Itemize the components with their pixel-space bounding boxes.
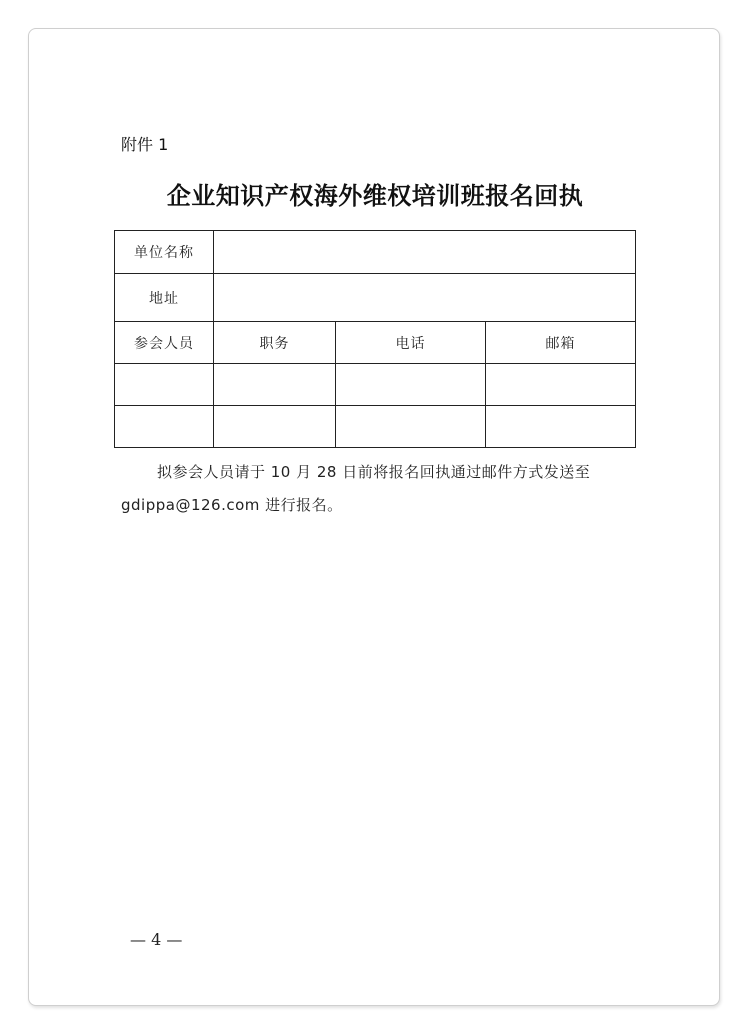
phone-cell[interactable] xyxy=(336,364,486,406)
table-row xyxy=(115,406,636,448)
unit-name-field[interactable] xyxy=(214,231,636,274)
column-header-email: 邮箱 xyxy=(486,322,636,364)
notice-text-1: 拟参会人员请于 10 月 28 日前将报名回执通过邮件方式发送至 xyxy=(157,463,591,481)
position-cell[interactable] xyxy=(214,406,336,448)
notice-line-1 xyxy=(121,456,661,489)
table-header-row xyxy=(115,322,636,364)
registration-form-table xyxy=(114,230,636,448)
table-row xyxy=(115,364,636,406)
submission-notice xyxy=(121,456,661,522)
email-cell[interactable] xyxy=(486,406,636,448)
column-header-phone: 电话 xyxy=(336,322,486,364)
page-number: — 4 — xyxy=(130,930,183,949)
column-header-attendee: 参会人员 xyxy=(115,322,214,364)
notice-line-2: gdippa@126.com 进行报名。 xyxy=(121,496,343,514)
column-header-position: 职务 xyxy=(214,322,336,364)
phone-cell[interactable] xyxy=(336,406,486,448)
attendee-cell[interactable] xyxy=(115,406,214,448)
table-row-unit-name xyxy=(115,231,636,274)
address-field[interactable] xyxy=(214,274,636,322)
address-label: 地址 xyxy=(115,274,214,322)
unit-name-label: 单位名称 xyxy=(115,231,214,274)
table-row-address xyxy=(115,274,636,322)
email-cell[interactable] xyxy=(486,364,636,406)
position-cell[interactable] xyxy=(214,364,336,406)
attachment-label: 附件 1 xyxy=(121,135,169,154)
document-title: 企业知识产权海外维权培训班报名回执 xyxy=(166,181,584,210)
attendee-cell[interactable] xyxy=(115,364,214,406)
